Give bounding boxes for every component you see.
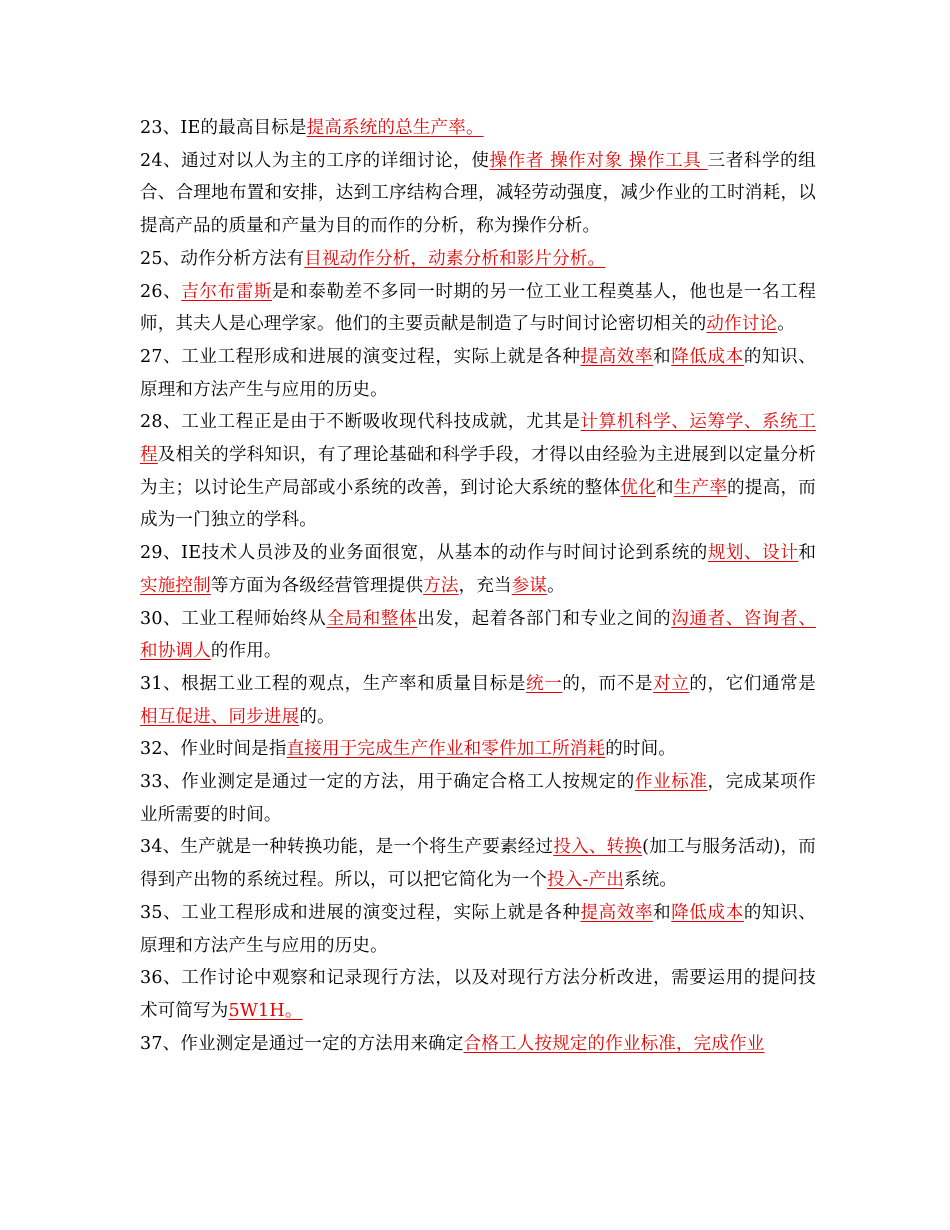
answer-text: 提高效率 — [580, 902, 654, 923]
question-text: 及相关的学科知识，有了理论基础和科学手段，才得以由经验为主进展到以定量分析为主；以讨论生产局部或小系统的改善，到讨论大系统的整体 — [140, 445, 816, 498]
question-text: 。 — [547, 575, 565, 596]
answer-text: 作业标准 — [634, 772, 708, 793]
answer-text: 统一 — [526, 673, 563, 694]
answer-text: 对立 — [653, 673, 690, 694]
question-text: 30、工业工程师始终从 — [140, 608, 327, 629]
question-text: 的作用。 — [210, 641, 282, 662]
question-text: 34、生产就是一种转换功能，是一个将生产要素经过 — [140, 837, 554, 858]
question-text: 24、通过对以人为主的工序的详细讨论，使 — [140, 150, 490, 171]
question-text: 和 — [798, 543, 817, 564]
answer-text: 全局和整体 — [326, 608, 418, 629]
question-text: 32、作业时间是指 — [140, 739, 287, 760]
question-text: 的提高，而成为一门独立的学科。 — [140, 477, 817, 531]
question-item-35 — [140, 897, 816, 962]
question-text: 31、根据工业工程的观点，生产率和质量目标是 — [140, 673, 527, 694]
question-text: 的，而不是 — [562, 673, 654, 694]
question-item-28 — [140, 406, 816, 537]
question-text: 的时间。 — [605, 739, 676, 760]
answer-text: 优化 — [620, 477, 656, 498]
answer-text: 降低成本 — [671, 902, 744, 923]
question-text: 的知识、原理和方法产生与应用的历史。 — [140, 902, 816, 956]
answer-text: 动作讨论 — [706, 314, 778, 335]
question-text: 出发，起着各部门和专业之间的 — [417, 608, 672, 629]
answer-text: 吉尔布雷斯 — [181, 281, 273, 302]
question-text: 35、工业工程形成和进展的演变过程，实际上就是各种 — [140, 902, 581, 923]
question-text: 23、IE的最高目标是 — [140, 118, 307, 138]
question-text: 36、工作讨论中观察和记录现行方法，以及对现行方法分析改进，需要运用的提问技术可简写为 — [140, 968, 816, 1021]
question-text: 和 — [653, 346, 672, 367]
question-text: 33、作业测定是通过一定的方法，用于确定合格工人按规定的 — [140, 772, 635, 793]
question-text: 的，它们通常是 — [689, 673, 817, 694]
answer-text: 降低成本 — [671, 346, 744, 367]
question-item-37 — [140, 1028, 816, 1061]
answer-text: 实施控制 — [140, 575, 211, 596]
question-text: 三者科学的组合、合理地布置和安排，达到工序结构合理，减轻劳动强度，减少作业的工时消耗，以提高产品的质量和产量为目的而作的分析，称为操作分析。 — [140, 150, 816, 237]
question-item-29 — [140, 537, 816, 602]
question-item-24 — [140, 145, 816, 243]
question-item-23 — [140, 112, 816, 145]
question-text: 27、工业工程形成和进展的演变过程，实际上就是各种 — [140, 346, 581, 367]
question-text: (加工与服务活动)，而得到产出物的系统过程。所以，可以把它简化为一个 — [140, 837, 817, 891]
answer-text: 计算机科学、运筹学、系统工程 — [140, 412, 816, 466]
question-text: 26、 — [140, 281, 182, 302]
answer-text: 规划、设计 — [707, 543, 799, 564]
question-item-32 — [140, 733, 816, 766]
answer-text: 生产率 — [673, 477, 728, 498]
answer-text: 操作者 操作对象 操作工具 — [489, 150, 708, 171]
question-item-30 — [140, 603, 816, 668]
answer-text: 沟通者、咨询者、和协调人 — [140, 608, 817, 662]
question-text: 和 — [653, 902, 672, 923]
question-item-26 — [140, 276, 816, 341]
question-text: 28、工业工程正是由于不断吸收现代科技成就，尤其是 — [140, 412, 581, 433]
question-item-27 — [140, 341, 816, 406]
answer-text: 投入-产出 — [547, 870, 625, 891]
answer-text: 直接用于完成生产作业和零件加工所消耗 — [286, 739, 606, 760]
answer-text: 目视动作分析，动素分析和影片分析。 — [304, 248, 606, 269]
answer-text: 投入、转换 — [553, 837, 643, 858]
question-text: 系统。 — [624, 870, 678, 891]
answer-text: 合格工人按规定的作业标准，完成作业 — [463, 1033, 765, 1054]
question-item-31 — [140, 668, 816, 733]
question-text: 。 — [777, 314, 795, 335]
answer-text: 提高效率 — [580, 346, 654, 367]
answer-text: 提高系统的总生产率。 — [306, 118, 484, 138]
question-item-25 — [140, 243, 816, 276]
question-text: 29、IE技术人员涉及的业务面很宽，从基本的动作与时间讨论到系统的 — [140, 543, 708, 564]
answer-text: 相互促进、同步进展 — [140, 706, 300, 727]
question-text: 的知识、原理和方法产生与应用的历史。 — [140, 346, 816, 400]
question-text: 是和泰勒差不多同一时期的另一位工业工程奠基人，他也是一名工程师，其夫人是心理学家。他们的主要贡献是制造了与时间讨论密切相关的 — [140, 281, 817, 335]
question-text: ，充当 — [458, 575, 512, 596]
answer-text: 5W1H。 — [228, 1000, 303, 1021]
question-text: 的。 — [299, 706, 335, 727]
question-item-33 — [140, 766, 816, 831]
question-text: 等方面为各级经营管理提供 — [210, 575, 424, 596]
question-text: 37、作业测定是通过一定的方法用来确定 — [140, 1033, 464, 1054]
question-item-34 — [140, 831, 816, 896]
question-text: ，完成某项作业所需要的时间。 — [140, 772, 816, 825]
question-text: 和 — [655, 477, 674, 498]
answer-text: 方法 — [423, 575, 459, 596]
document-body — [140, 112, 816, 1060]
answer-text: 参谋 — [511, 575, 548, 596]
question-item-36 — [140, 962, 816, 1027]
question-text: 25、动作分析方法有 — [140, 248, 305, 269]
